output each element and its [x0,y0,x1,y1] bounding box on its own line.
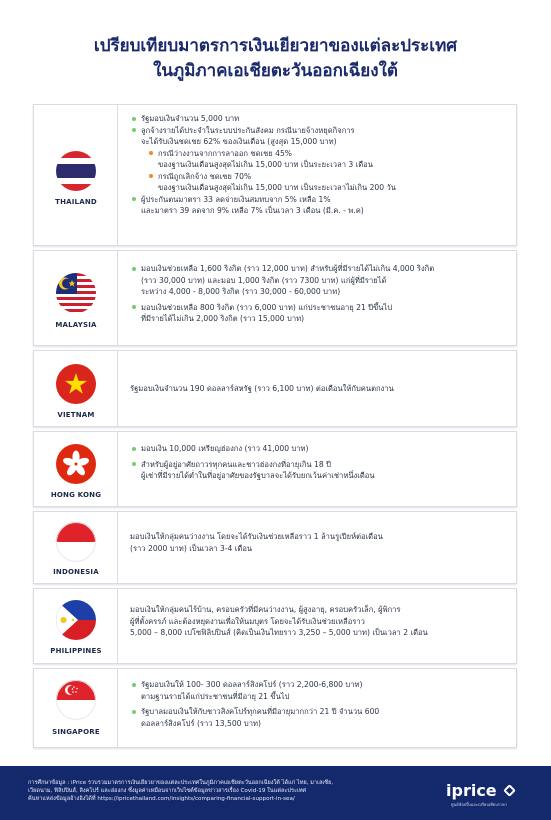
sub-detail-item: กรณีถูกเลิกจ้าง ชดเชย 70% [130,171,508,183]
country-card-thailand [33,104,517,246]
country-name: HONG KONG [50,491,102,499]
detail-item-cont: ที่มีรายได้ไม่เกิน 2,000 ริงกิต (ราว 15,000 บาท) [141,314,305,323]
hongkong-flag-icon [56,444,96,484]
country-card-singapore [33,668,517,748]
detail-item-cont: (ราว 2000 บาท) เป็นเวลา 3-4 เดือน [130,543,253,553]
country-name: PHILIPPINES [50,647,102,655]
country-card-philippines [33,588,517,664]
country-column [34,432,118,506]
malaysia-flag-icon [56,273,96,313]
detail-item-cont: และมาตรา 39 ลดจาก 9% เหลือ 7% เป็นเวลา 3 เดือน (มี.ค. - พ.ค) [141,206,364,215]
vietnam-flag-icon [56,364,96,404]
detail-item: มอบเงิน 10,000 เหรียญฮ่องกง (ราว 41,000 บาท) [130,443,508,455]
footer-line: ค้นหาแหล่งข้อมูลอ้างอิงได้ที่ https://ipricethailand.com/insights/comparing-financial-support-in-sea/ [28,796,295,802]
country-name: SINGAPORE [52,728,100,736]
country-details [130,443,508,482]
country-details [130,679,508,729]
title-line-1: เปรียบเทียบมาตรการเงินเยียวยาของแต่ละประเทศ [93,36,458,56]
detail-item-cont: ระหว่าง 4,000 - 8,000 ริงกิต (ราว 30,000 - 60,000 บาท) [141,287,341,296]
footer-source-text [28,779,428,803]
country-column [34,105,118,245]
detail-item: มอบเงินช่วยเหลือ 1,600 ริงกิต (ราว 12,000 บาท) สำหรับผู้ที่มีรายได้ไม่เกิน 4,000 ริงกิต [130,263,508,275]
philippines-flag-icon [56,600,96,640]
detail-item-cont: ผู้เช่าที่มีรายได้ต่ำในที่อยู่อาศัยของรัฐบาลจะได้รับยกเว้นค่าเช่าหนึ่งเดือน [141,471,375,480]
footer-line: เวียดนาม, ฟิลิปปินส์, สิงคโปร์ และฮ่องกง ซึ่งมูลค่าเหมือนจากเว็บไซต์ข้อมูลข่าวสารเรื่อง Covid-19 ในแต่ละประเทศ [28,788,307,794]
thailand-flag-icon [56,151,96,191]
country-column [34,589,118,663]
detail-item: ผู้ประกันตนมาตรา 33 ลดจ่ายเงินสมทบจาก 5% เหลือ 1% [130,194,508,206]
country-card-malaysia [33,250,517,346]
detail-item: สำหรับผู้อยู่อาศัยถาวรทุกคนและชาวฮ่องกงที่อายุเกิน 18 ปี [130,459,508,471]
detail-item: รัฐมอบเงินให้ 100- 300 ดอลลาร์สิงคโปร์ (ราว 2,200-6,800 บาท) [130,679,508,691]
country-name: VIETNAM [57,411,95,419]
country-details [130,113,508,217]
title-line-2: ในภูมิภาคเอเชียตะวันออกเฉียงใต้ [153,61,398,81]
sub-detail-item: กรณีว่างงานจากการลาออก ชดเชย 45% [130,148,508,160]
detail-item: ลูกจ้างรายได้ประจำในระบบประกันสังคม กรณีนายจ้างหยุดกิจการ [130,125,508,137]
detail-item: มอบเงินให้กลุ่มคนว่างงาน โดยจะได้รับเงินช่วยเหลือราว 1 ล้านรูเปียห์ต่อเดือน [130,532,383,541]
country-name: THAILAND [55,198,97,206]
detail-item: รัฐมอบเงินจำนวน 5,000 บาท [130,113,508,125]
detail-item-cont: จะได้รับเงินชดเชย 62% ของเงินเดือน (สูงสุด 15,000 บาท) [141,137,337,146]
detail-item: มอบเงินช่วยเหลือ 800 ริงกิต (ราว 6,000 บาท) แก่ประชาชนอายุ 21 ปีขึ้นไป [130,302,508,314]
country-card-vietnam [33,350,517,427]
footer-line: การศึกษาข้อมูล : iPrice รวบรวมมาตรการเงินเยียวยาของแต่ละประเทศในภูมิภาคเอเชียตะวันออกเฉียงใต้ ได้แก่ ไทย, มาเลเซีย, [28,780,334,786]
country-column [34,669,118,747]
footer [0,766,551,820]
detail-item: รัฐมอบเงินจำนวน 190 ดอลลาร์สหรัฐ (ราว 6,100 บาท) ต่อเดือนให้กับคนตกงาน [130,384,394,393]
detail-item-cont: ตามฐานรายได้แก่ประชาชนที่มีอายุ 21 ขึ้นไป [141,691,290,701]
country-details [130,383,508,395]
logo-mark-icon [503,784,516,797]
country-name: INDONESIA [53,568,99,576]
singapore-flag-icon [56,680,96,720]
iprice-logo [446,781,514,800]
country-details [130,604,508,639]
indonesia-flag-icon [56,522,96,562]
detail-item: มอบเงินให้กลุ่มคนไร้บ้าน, ครอบครัวที่มีคนว่างงาน, ผู้สูงอายุ, ครอบครัวเล็ก, ผู้พิการ [130,605,401,614]
country-details [130,263,508,325]
country-card-hongkong [33,431,517,507]
country-details [130,531,508,554]
country-card-indonesia [33,511,517,584]
detail-item-cont: 5,000 – 8,000 เปโซฟิลิปปินส์ (คิดเป็นเงินไทยราว 3,250 – 5,000 บาท) เป็นเวลา 2 เดือน [130,628,428,637]
country-column [34,351,118,426]
page-title [0,34,551,84]
detail-item: รัฐบาลมอบเงินให้กับชาวสิงคโปร์ทุกคนที่มีอายุมากกว่า 21 ปี จำนวน 600 [130,706,508,718]
sub-detail-cont: ของฐานเงินเดือนสูงสุดไม่เกิน 15,000 บาท เป็นระยะเวลา 3 เดือน [158,160,373,169]
detail-item-cont: ดอลลาร์สิงคโปร์ (ราว 13,500 บาท) [141,718,261,728]
detail-item-cont: (ราว 30,000 บาท) และมอบ 1,000 ริงกิต (ราว 7300 บาท) แก่ผู้ที่มีรายได้ [141,275,387,285]
country-column [34,512,118,583]
detail-item-cont: ผู้ที่ตั้งครรภ์ และต้องหยุดงานเพื่อให้นมบุตร โดยจะได้รับเงินช่วยเหลือราว [130,616,365,626]
country-name: MALAYSIA [55,321,97,329]
sub-detail-cont: ของฐานเงินเดือนสูงสุดไม่เกิน 15,000 บาท เป็นระยะเวลาไม่เกิน 200 วัน [158,183,396,192]
logo-tagline: ศูนย์ช้อปปิ้งและเปรียบเทียบราคา [451,802,508,807]
logo-text: iprice [446,781,497,800]
country-column [34,251,118,345]
